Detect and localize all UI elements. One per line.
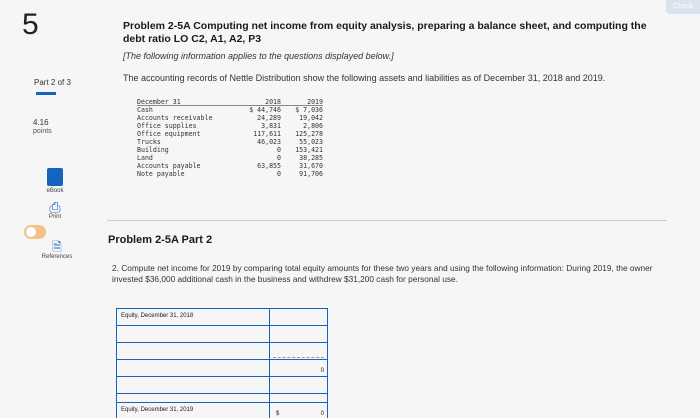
points-value: 4.16	[33, 118, 49, 127]
answer-label-input[interactable]	[117, 360, 270, 376]
references-label: References	[41, 254, 73, 260]
table-row	[137, 146, 323, 154]
table-cell: 38,285	[299, 154, 323, 162]
table-cell: Cash	[137, 106, 153, 114]
table-cell: Accounts payable	[137, 162, 201, 170]
table-row	[137, 114, 323, 122]
answer-row-label: Equity, December 31, 2019	[117, 403, 270, 418]
part-indicator: Part 2 of 3	[34, 78, 71, 87]
ebook-label: eBook	[46, 188, 64, 194]
printer-icon: ⎙	[49, 199, 61, 215]
table-cell: 3,831	[261, 122, 281, 130]
table-cell: 2,806	[303, 122, 323, 130]
table-row	[137, 138, 323, 146]
answer-spacer	[117, 394, 270, 402]
print-button[interactable]	[40, 200, 70, 220]
table-cell: 153,421	[295, 146, 323, 154]
problem-title: Problem 2-5A Computing net income from equity analysis, preparing a balance sheet, and computing the debt ratio LO C2, A1, A2, P3	[123, 20, 647, 45]
answer-row	[117, 360, 327, 377]
assets-liabilities-table	[137, 98, 323, 178]
answer-label-input[interactable]	[117, 343, 270, 359]
references-button[interactable]	[32, 240, 82, 260]
left-rail	[0, 0, 96, 418]
part-progress-bar	[36, 92, 56, 95]
answer-input[interactable]	[270, 309, 327, 325]
table-cell: $ 7,036	[295, 106, 323, 114]
print-label: Print	[48, 214, 62, 220]
table-cell: Note payable	[137, 170, 185, 178]
answer-row	[117, 309, 327, 326]
table-cell: 24,289	[257, 114, 281, 122]
ebook-button[interactable]	[36, 168, 74, 194]
table-cell: Office equipment	[137, 130, 201, 138]
header-cell: 2018	[265, 98, 281, 106]
table-row	[137, 106, 323, 114]
answer-row	[117, 403, 327, 418]
check-my-work-button[interactable]: Check	[666, 0, 700, 14]
references-toggle[interactable]	[24, 225, 46, 239]
answer-total: $ 0	[276, 411, 324, 417]
table-row	[137, 154, 323, 162]
info-note: [The following information applies to the questions displayed below.]	[123, 51, 394, 61]
table-header-row	[137, 98, 323, 106]
question-number: 5	[22, 8, 39, 41]
answer-row	[117, 394, 327, 403]
section-divider	[107, 220, 667, 221]
document-icon: 🗎	[52, 240, 62, 254]
table-cell: 91,706	[299, 170, 323, 178]
table-cell: Office supplies	[137, 122, 197, 130]
table-cell: $ 44,746	[249, 106, 281, 114]
answer-row	[117, 326, 327, 343]
table-cell: 125,278	[295, 130, 323, 138]
question-2-text: 2. Compute net income for 2019 by comparing total equity amounts for these two years and using the following information: During 2019, the owner invested $36,000 additional cash in the business and withdrew $31,200 cash for personal use.	[112, 263, 653, 284]
answer-label-input[interactable]	[117, 377, 270, 393]
table-cell: 19,042	[299, 114, 323, 122]
header-cell: 2019	[307, 98, 323, 106]
table-cell: Land	[137, 154, 153, 162]
table-cell: Trucks	[137, 138, 161, 146]
answer-table	[116, 308, 328, 418]
answer-input[interactable]	[270, 326, 327, 342]
answer-row-label: Equity, December 31, 2018	[117, 309, 270, 325]
table-cell: 55,023	[299, 138, 323, 146]
table-cell: 0	[277, 146, 281, 154]
part2-title: Problem 2-5A Part 2	[108, 234, 213, 246]
answer-spacer	[270, 394, 327, 402]
intro-text: The accounting records of Nettle Distribution show the following assets and liabilities as of December 31, 2018 and 2019.	[123, 73, 606, 83]
table-cell: Building	[137, 146, 169, 154]
table-cell: 31,670	[299, 162, 323, 170]
answer-row	[117, 343, 327, 360]
answer-label-input[interactable]	[117, 326, 270, 342]
answer-input[interactable]	[270, 377, 327, 393]
table-cell: 63,855	[257, 162, 281, 170]
table-row	[137, 170, 323, 178]
table-cell: Accounts receivable	[137, 114, 213, 122]
answer-total: 0	[320, 368, 324, 374]
answer-input[interactable]	[270, 343, 327, 359]
header-cell: December 31	[137, 98, 181, 106]
table-cell: 117,611	[253, 130, 281, 138]
book-icon	[47, 168, 63, 186]
table-cell: 0	[277, 154, 281, 162]
table-cell: 0	[277, 170, 281, 178]
table-cell: 46,023	[257, 138, 281, 146]
table-row	[137, 130, 323, 138]
table-row	[137, 122, 323, 130]
points-label: points	[33, 128, 52, 135]
answer-row	[117, 377, 327, 394]
table-row	[137, 162, 323, 170]
